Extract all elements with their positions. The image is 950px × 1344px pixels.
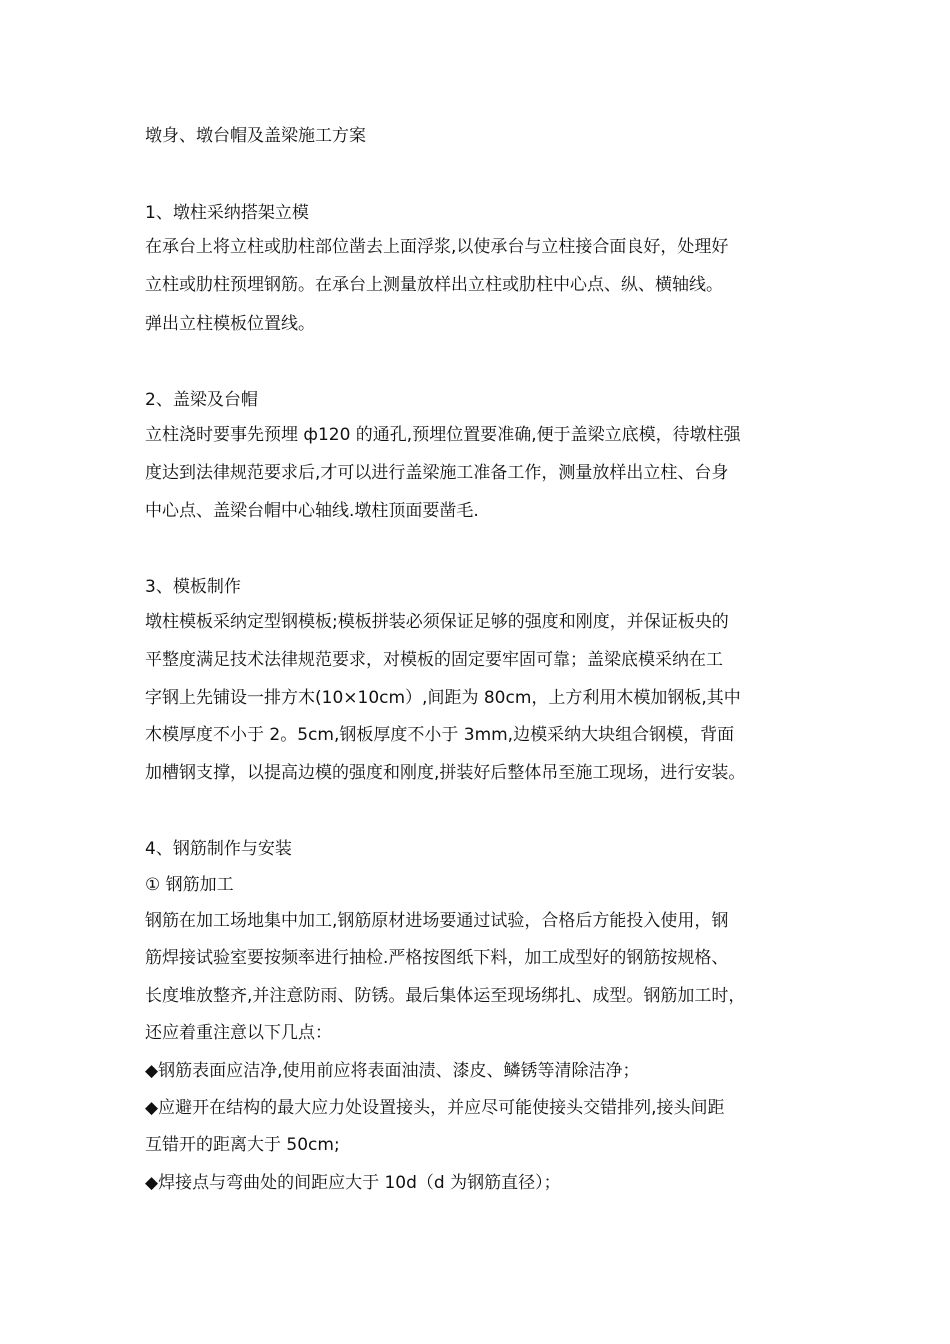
section-3-line: 字钢上先铺设一排方木(10×10cm）,间距为 80cm，上方利用木模加钢板,其中 — [145, 688, 741, 708]
section-4-bullet: ◆应避开在结构的最大应力处设置接头，并应尽可能使接头交错排列,接头间距 — [145, 1098, 725, 1118]
section-4-line: 还应着重注意以下几点： — [145, 1023, 332, 1043]
section-4-subheading: ① 钢筋加工 — [145, 875, 234, 895]
section-2-line: 立柱浇时要事先预埋 ф120 的通孔,预埋位置要准确,便于盖梁立底模，待墩柱强 — [145, 425, 741, 445]
section-1-line: 在承台上将立柱或肋柱部位凿去上面浮浆,以使承台与立柱接合面良好，处理好 — [145, 237, 729, 257]
section-4-heading: 4、钢筋制作与安装 — [145, 839, 292, 859]
section-4-bullet: ◆焊接点与弯曲处的间距应大于 10d（d 为钢筋直径）； — [145, 1173, 561, 1193]
section-3-line: 墩柱模板采纳定型钢模板;模板拼装必须保证足够的强度和刚度，并保证板央的 — [145, 612, 729, 632]
document-title: 墩身、墩台帽及盖梁施工方案 — [145, 126, 366, 146]
section-1-heading: 1、墩柱采纳搭架立模 — [145, 203, 309, 223]
section-3-heading: 3、模板制作 — [145, 577, 241, 597]
section-4-line: 钢筋在加工场地集中加工,钢筋原材进场要通过试验，合格后方能投入使用，钢 — [145, 911, 729, 931]
section-2-heading: 2、盖梁及台帽 — [145, 390, 258, 410]
section-4-line: 互错开的距离大于 50cm; — [145, 1135, 340, 1155]
section-1-line: 立柱或肋柱预埋钢筋。在承台上测量放样出立柱或肋柱中心点、纵、横轴线。 — [145, 275, 723, 295]
section-3-line: 平整度满足技术法律规范要求，对模板的固定要牢固可靠；盖梁底模采纳在工 — [145, 650, 723, 670]
section-1-line: 弹出立柱模板位置线。 — [145, 314, 315, 334]
section-4-line: 筋焊接试验室要按频率进行抽检.严格按图纸下料，加工成型好的钢筋按规格、 — [145, 948, 729, 968]
section-2-line: 度达到法律规范要求后,才可以进行盖梁施工准备工作，测量放样出立柱、台身 — [145, 463, 729, 483]
section-4-line: 长度堆放整齐,并注意防雨、防锈。最后集体运至现场绑扎、成型。钢筋加工时， — [145, 986, 746, 1006]
section-4-bullet: ◆钢筋表面应洁净,使用前应将表面油渍、漆皮、鳞锈等清除洁净； — [145, 1061, 640, 1081]
section-3-line: 加槽钢支撑，以提高边模的强度和刚度,拼装好后整体吊至施工现场，进行安装。 — [145, 763, 746, 783]
section-2-line: 中心点、盖梁台帽中心轴线.墩柱顶面要凿毛. — [145, 501, 479, 521]
section-3-line: 木模厚度不小于 2。5cm,钢板厚度不小于 3mm,边模采纳大块组合钢模，背面 — [145, 725, 735, 745]
